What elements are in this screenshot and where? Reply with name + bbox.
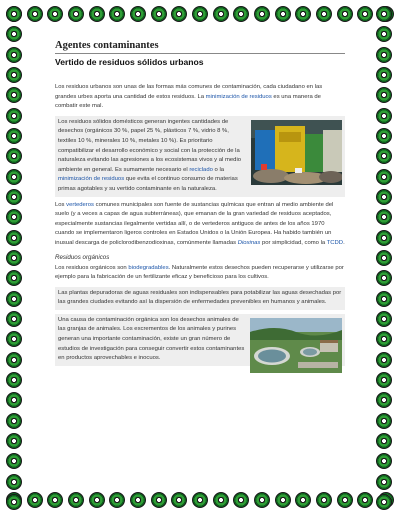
ornament-icon <box>376 87 392 103</box>
ornament-icon <box>6 6 22 22</box>
ornament-border-bottom <box>6 492 394 510</box>
paragraph-organic-waste <box>55 264 345 283</box>
ornament-icon <box>376 270 392 286</box>
ornament-icon <box>376 148 392 164</box>
ornament-icon <box>27 492 43 508</box>
ornament-icon <box>213 492 229 508</box>
ornament-icon <box>130 6 146 22</box>
page-title: Agentes contaminantes <box>55 40 345 54</box>
ornament-icon <box>47 6 63 22</box>
paragraph-text: comunes municipales son fuente de sustancias químicas que entran al medio ambiente del suelo (y a veces a capas de agua subterráneas), que emanan de la gran variedad de residuos aceptados, especialmente sustancias ilegalmente vertidas allí, o de vertederos antiguos de antes de los años 1970 cuando se implementaron ligeros controles en Estados Unidos o la Unión Europea. Ha habido también un inusual descarga de policlorodibenzodioxinas, comúnmente llamadas <box>55 201 334 246</box>
paragraph-text: que evita el continuo consumo de materias primas agotables y su vertido contaminante en la naturaleza. <box>58 176 238 192</box>
document-content <box>55 40 345 376</box>
ornament-icon <box>6 148 22 164</box>
ornament-icon <box>376 250 392 266</box>
ornament-icon <box>376 230 392 246</box>
ornament-icon <box>47 492 63 508</box>
ornament-icon <box>376 128 392 144</box>
organic-waste-heading: Residuos orgánicos <box>55 253 110 261</box>
paragraph-text: . Naturalmente estos desechos pueden recuperarse y utilizarse por ejemplo para la fabricación de un fertilizante eficaz y beneficioso para los cultivos. <box>55 264 344 281</box>
paragraph-water-treatment: Las plantas depuradoras de aguas residuales son indispensables para potabilizar las aguas desechadas por las grandes ciudades evitando así la dispersión de enfermedades prevenibles en humanos y animales. <box>55 287 345 310</box>
ornament-icon <box>357 6 373 22</box>
ornament-border-right <box>376 6 394 510</box>
ornament-icon <box>376 413 392 429</box>
ornament-icon <box>192 6 208 22</box>
ornament-icon <box>6 128 22 144</box>
link-biodegradables[interactable]: biodegradables <box>128 264 169 271</box>
ornament-icon <box>6 494 22 510</box>
ornament-icon <box>337 492 353 508</box>
ornament-icon <box>275 492 291 508</box>
paragraph-domestic-waste <box>55 116 345 197</box>
ornament-icon <box>376 47 392 63</box>
ornament-icon <box>6 209 22 225</box>
link-dioxinas[interactable]: Dioxinas <box>237 239 261 246</box>
ornament-icon <box>376 474 392 490</box>
ornament-icon <box>376 6 392 22</box>
ornament-icon <box>89 492 105 508</box>
ornament-icon <box>6 250 22 266</box>
ornament-icon <box>254 492 270 508</box>
ornament-icon <box>6 108 22 124</box>
ornament-icon <box>6 331 22 347</box>
ornament-icon <box>376 494 392 510</box>
ornament-icon <box>316 492 332 508</box>
paragraph-text: . <box>343 239 345 246</box>
paragraph-text: es una manera de combatir este mal. <box>55 93 321 110</box>
paragraph-urban-waste <box>55 83 345 112</box>
ornament-icon <box>171 492 187 508</box>
paragraph-text: Una causa de contaminación orgánica son los desechos animales de las granjas de animales. Los excrementos de los animales y purines generan una importante contaminación, existe un gran número de estudios de investigación para conseguir convertir estos contaminantes en productos aprovechables e inocuos. <box>58 316 245 362</box>
ornament-icon <box>376 169 392 185</box>
ornament-border-left <box>6 6 24 510</box>
ornament-icon <box>376 311 392 327</box>
ornament-icon <box>6 189 22 205</box>
ornament-icon <box>376 108 392 124</box>
ornament-icon <box>295 6 311 22</box>
ornament-icon <box>376 189 392 205</box>
ornament-icon <box>376 352 392 368</box>
ornament-icon <box>376 67 392 83</box>
paragraph-text: Los residuos urbanos son unas de las formas más comunes de contaminación, cada ciudadano en las grandes urbes aporta una cantidad de estos residuos. La <box>55 84 323 100</box>
paragraph-text: por simplicidad, como la <box>260 239 327 246</box>
ornament-icon <box>376 372 392 388</box>
section-title: Vertido de residuos sólidos urbanos <box>55 57 204 67</box>
ornament-icon <box>6 67 22 83</box>
ornament-icon <box>6 47 22 63</box>
ornament-icon <box>192 492 208 508</box>
link-tcdd[interactable]: TCDD <box>326 239 344 246</box>
paragraph-text: o la <box>212 166 225 173</box>
ornament-icon <box>376 209 392 225</box>
paragraph-text: Los residuos orgánicos son <box>55 264 129 271</box>
ornament-icon <box>376 26 392 42</box>
ornament-icon <box>6 291 22 307</box>
paragraph-animal-waste <box>55 314 345 366</box>
link-vertederos[interactable]: vertederos <box>66 201 94 208</box>
link-minimizacion-residuos-2[interactable]: minimización de residuos <box>58 176 125 183</box>
paragraph-landfills <box>55 201 345 249</box>
ornament-icon <box>27 6 43 22</box>
ornament-icon <box>316 6 332 22</box>
waste-containers-image <box>251 120 342 185</box>
ornament-border-top <box>6 6 394 24</box>
ornament-icon <box>213 6 229 22</box>
ornament-icon <box>151 492 167 508</box>
ornament-icon <box>89 6 105 22</box>
link-minimizacion-residuos[interactable]: minimización de residuos <box>205 93 272 100</box>
ornament-icon <box>357 492 373 508</box>
ornament-icon <box>6 26 22 42</box>
ornament-icon <box>151 6 167 22</box>
ornament-icon <box>376 433 392 449</box>
ornament-icon <box>6 474 22 490</box>
ornament-icon <box>6 230 22 246</box>
ornament-icon <box>376 331 392 347</box>
ornament-icon <box>376 453 392 469</box>
ornament-icon <box>68 492 84 508</box>
ornament-icon <box>68 6 84 22</box>
ornament-icon <box>6 413 22 429</box>
ornament-icon <box>109 492 125 508</box>
ornament-icon <box>6 392 22 408</box>
ornament-icon <box>254 6 270 22</box>
ornament-icon <box>171 6 187 22</box>
ornament-icon <box>6 169 22 185</box>
ornament-icon <box>376 392 392 408</box>
ornament-icon <box>6 372 22 388</box>
treatment-plant-image <box>250 318 342 373</box>
link-reciclado[interactable]: reciclado <box>189 166 213 173</box>
ornament-icon <box>275 6 291 22</box>
ornament-icon <box>6 270 22 286</box>
paragraph-text: Los residuos sólidos domésticos generan ingentes cantidades de desechos (orgánicos 30 %, papel 25 %, plásticos 7 %, vidrio 8 %, textiles 10 %, minerales 10 %, metales 10 %). Es prioritario compatibilizar el desarrollo económico y social con la protección de la naturaleza evitando las agresiones a los ecosistemas vivos y al medio ambiente en general. Es sumamente necesario el <box>58 118 242 173</box>
ornament-icon <box>337 6 353 22</box>
ornament-icon <box>376 291 392 307</box>
ornament-icon <box>109 6 125 22</box>
ornament-icon <box>6 433 22 449</box>
ornament-icon <box>295 492 311 508</box>
paragraph-text: Los <box>55 201 67 208</box>
ornament-icon <box>233 6 249 22</box>
ornament-icon <box>6 453 22 469</box>
ornament-icon <box>233 492 249 508</box>
ornament-icon <box>6 352 22 368</box>
ornament-icon <box>130 492 146 508</box>
ornament-icon <box>6 87 22 103</box>
ornament-icon <box>6 311 22 327</box>
